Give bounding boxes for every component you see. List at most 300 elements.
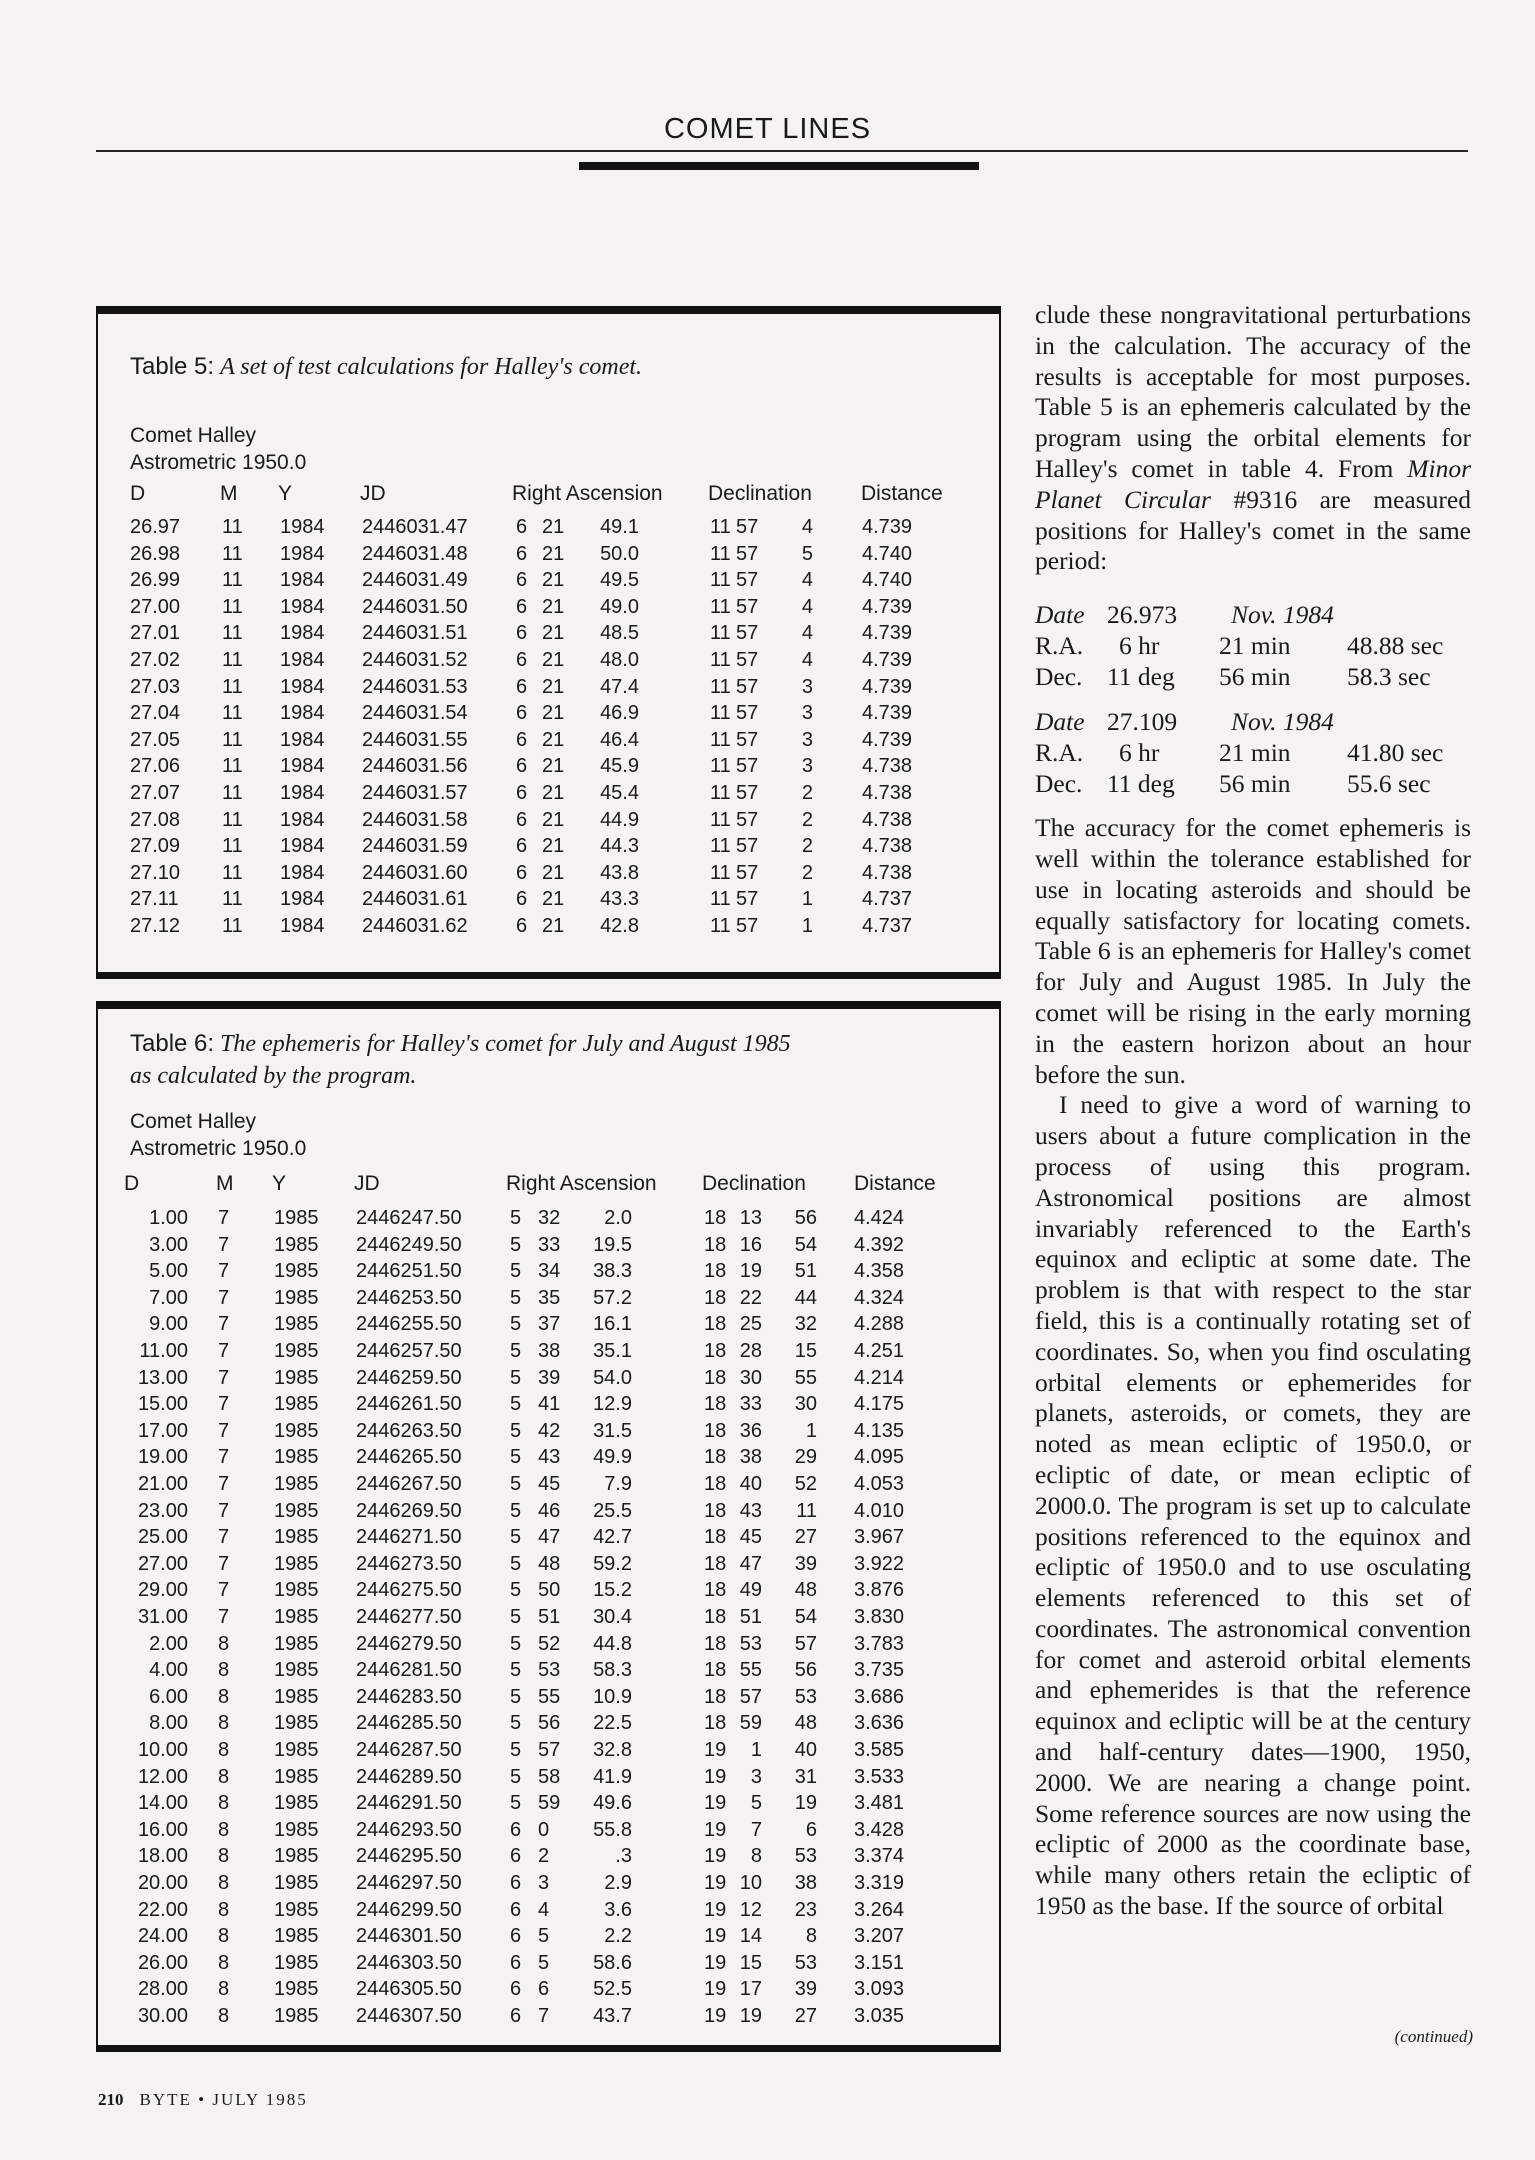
cell-ra-hours: 6 — [516, 808, 528, 831]
cell-jd: 2446031.62 — [362, 915, 468, 937]
cell-jd: 2446285.50 — [356, 1712, 462, 1735]
cell-month: 7 — [218, 1579, 230, 1602]
cell-jd: 2446031.52 — [362, 649, 468, 671]
header-jd: JD — [360, 482, 386, 505]
cell-dec-minutes: 14 — [739, 1925, 762, 1948]
article-paragraph-2: The accuracy for the comet ephemeris is well within the tolerance established for use in locating asteroids and should be equally satisfactory for locating comets. Table 6 is an ephemeris for Halley's comet for July and August 1985. In July the comet will be rising in the early morning in the eastern horizon about an hour before the sun. — [1035, 813, 1471, 1089]
cell-ra-minutes: 21 — [542, 542, 565, 565]
cell-year: 1985 — [274, 1313, 319, 1336]
cell-month: 11 — [222, 595, 243, 618]
cell-ra-seconds: 58.3 — [593, 1659, 632, 1682]
cell-distance: 4.739 — [862, 516, 913, 538]
cell-distance: 4.392 — [854, 1233, 905, 1256]
cell-year: 1984 — [280, 861, 325, 884]
cell-dec-minutes: 22 — [739, 1286, 762, 1309]
table-row — [98, 1606, 999, 1632]
cell-ra-minutes: 21 — [542, 755, 565, 778]
cell-ra-minutes: 3 — [538, 1872, 550, 1894]
cell-year: 1984 — [280, 516, 325, 538]
cell-distance: 4.737 — [862, 888, 913, 911]
page-number: 210 — [98, 2090, 124, 2109]
cell-month: 8 — [218, 1898, 230, 1921]
cell-ra-seconds: 45.9 — [600, 755, 639, 778]
cell-ra-minutes: 21 — [542, 595, 565, 618]
cell-ra-minutes: 21 — [542, 728, 565, 751]
cell-ra-seconds: 44.9 — [600, 808, 639, 831]
cell-month: 11 — [222, 835, 243, 858]
cell-ra-minutes: 57 — [538, 1739, 561, 1761]
cell-dec-seconds: 15 — [794, 1340, 817, 1362]
cell-dec-minutes: 40 — [739, 1473, 762, 1495]
cell-year: 1985 — [274, 1659, 319, 1682]
cell-ra-hours: 5 — [510, 1446, 522, 1469]
cell-month: 8 — [218, 1712, 230, 1735]
cell-dec-degrees: 19 — [704, 1898, 727, 1921]
cell-ra-hours: 5 — [510, 1233, 522, 1256]
cell-dec-seconds: 52 — [794, 1473, 817, 1495]
cell-dec-degrees: 18 — [704, 1286, 727, 1309]
cell-dec-seconds: 19 — [794, 1792, 817, 1815]
table-5-label: Table 5: — [130, 353, 215, 380]
cell-dec-seconds: 1 — [805, 1419, 817, 1442]
cell-month: 7 — [218, 1366, 230, 1389]
table-row — [98, 1845, 999, 1871]
cell-year: 1985 — [274, 1393, 319, 1416]
cell-day: 24.00 — [137, 1925, 188, 1948]
cell-month: 7 — [218, 1207, 230, 1229]
cell-jd: 2446031.54 — [362, 702, 468, 725]
cell-dec-degrees: 19 — [704, 1925, 727, 1948]
cell-ra-hours: 6 — [510, 1925, 522, 1948]
table-row — [98, 1659, 999, 1685]
table-row — [98, 1766, 999, 1792]
cell-year: 1984 — [280, 702, 325, 725]
cell-dec-seconds: 30 — [794, 1393, 817, 1416]
cell-ra-seconds: 50.0 — [600, 542, 639, 565]
cell-year: 1985 — [274, 1739, 319, 1761]
cell-jd: 2446031.58 — [362, 808, 468, 831]
observation-1 — [1035, 599, 1471, 692]
running-head: COMET LINES — [663, 113, 872, 145]
cell-year: 1985 — [274, 1526, 319, 1549]
obs1-dec-label: Dec. — [1035, 662, 1083, 692]
cell-year: 1984 — [280, 782, 325, 804]
header-dec: Declination — [702, 1172, 806, 1195]
cell-dec-seconds: 48 — [794, 1712, 817, 1735]
cell-day: 23.00 — [137, 1499, 188, 1522]
cell-dec-minutes: 33 — [739, 1393, 762, 1416]
cell-ra-hours: 6 — [516, 675, 528, 698]
obs2-ra-hours: 6 hr — [1119, 738, 1160, 768]
cell-distance: 3.967 — [854, 1526, 905, 1549]
cell-day: 6.00 — [149, 1685, 188, 1708]
cell-month: 11 — [222, 782, 243, 804]
table-row — [98, 1420, 999, 1446]
cell-month: 11 — [222, 622, 243, 645]
cell-distance: 4.738 — [862, 782, 913, 804]
cell-jd: 2446031.49 — [362, 569, 468, 592]
cell-ra-seconds: 47.4 — [600, 675, 639, 698]
table-row — [98, 1313, 999, 1339]
cell-month: 11 — [222, 516, 243, 538]
cell-dec-minutes: 47 — [739, 1552, 762, 1575]
cell-dec-degrees: 18 — [704, 1313, 727, 1336]
cell-distance: 4.251 — [854, 1340, 905, 1362]
para1-tail: #9316 are measured positions for Halley's comet in the same period: — [1035, 484, 1471, 576]
cell-dec-minutes: 15 — [739, 1951, 762, 1974]
cell-dec-seconds: 39 — [794, 1978, 817, 2001]
cell-ra-hours: 5 — [510, 1606, 522, 1628]
cell-ra-seconds: 38.3 — [593, 1260, 632, 1283]
cell-month: 8 — [218, 1845, 230, 1868]
cell-ra-seconds: 3.6 — [604, 1898, 632, 1921]
cell-ra-minutes: 53 — [538, 1659, 561, 1682]
cell-dec-degrees: 11 — [710, 649, 731, 671]
cell-dec-degrees: 18 — [704, 1393, 727, 1416]
cell-dec-minutes: 30 — [739, 1366, 762, 1389]
cell-distance: 3.585 — [854, 1739, 905, 1761]
cell-ra-hours: 6 — [510, 1818, 522, 1841]
cell-dec-degrees: 18 — [704, 1579, 727, 1602]
table-row — [98, 835, 999, 861]
cell-jd: 2446299.50 — [356, 1898, 462, 1921]
table-row — [98, 1686, 999, 1712]
header-d: D — [124, 1172, 140, 1195]
obs2-date-label: Date — [1035, 707, 1085, 737]
cell-dec-minutes: 57 — [736, 649, 759, 671]
cell-year: 1985 — [274, 1233, 319, 1256]
cell-ra-hours: 5 — [510, 1286, 522, 1309]
cell-ra-seconds: 52.5 — [593, 1978, 632, 2001]
obs2-dec-label: Dec. — [1035, 769, 1083, 799]
cell-ra-seconds: 59.2 — [593, 1552, 632, 1575]
cell-ra-seconds: 15.2 — [593, 1579, 632, 1602]
cell-year: 1985 — [274, 1765, 319, 1788]
magazine-issue: BYTE • JULY 1985 — [139, 2090, 308, 2109]
cell-ra-hours: 5 — [510, 1739, 522, 1761]
cell-ra-minutes: 35 — [538, 1286, 561, 1309]
cell-ra-minutes: 59 — [538, 1792, 561, 1815]
continued-note: (continued) — [1394, 2027, 1473, 2046]
cell-distance: 4.739 — [862, 622, 913, 645]
cell-jd: 2446031.59 — [362, 835, 468, 858]
cell-year: 1985 — [274, 1951, 319, 1974]
cell-ra-hours: 6 — [516, 702, 528, 725]
cell-dec-seconds: 2 — [801, 808, 813, 831]
cell-ra-seconds: 10.9 — [593, 1685, 632, 1708]
table-row — [98, 1633, 999, 1659]
cell-distance: 3.319 — [854, 1872, 905, 1894]
cell-distance: 4.288 — [854, 1313, 905, 1336]
cell-day: 27.00 — [137, 1552, 188, 1575]
cell-year: 1985 — [274, 1792, 319, 1815]
cell-dec-minutes: 13 — [739, 1207, 762, 1229]
table-row — [98, 1260, 999, 1286]
obs1-ra-label: R.A. — [1035, 631, 1084, 661]
cell-jd: 2446281.50 — [356, 1659, 462, 1682]
cell-month: 11 — [222, 728, 243, 751]
cell-ra-minutes: 21 — [542, 835, 565, 858]
table-5-caption — [130, 351, 959, 383]
cell-day: 27.01 — [130, 622, 181, 645]
cell-jd: 2446031.61 — [362, 888, 468, 911]
cell-ra-minutes: 21 — [542, 569, 565, 592]
cell-ra-seconds: 49.1 — [600, 516, 639, 538]
cell-ra-minutes: 21 — [542, 622, 565, 645]
cell-ra-minutes: 34 — [538, 1260, 561, 1283]
cell-dec-minutes: 57 — [736, 622, 759, 645]
cell-dec-degrees: 18 — [704, 1419, 727, 1442]
cell-dec-seconds: 53 — [794, 1951, 817, 1974]
cell-day: 26.99 — [130, 569, 181, 592]
cell-ra-minutes: 0 — [538, 1818, 550, 1841]
cell-jd: 2446289.50 — [356, 1765, 462, 1788]
cell-jd: 2446275.50 — [356, 1579, 462, 1602]
cell-dec-seconds: 40 — [794, 1739, 817, 1761]
table-row — [98, 1446, 999, 1472]
cell-month: 8 — [218, 1792, 230, 1815]
cell-day: 12.00 — [137, 1765, 188, 1788]
cell-ra-seconds: 43.7 — [593, 2005, 632, 2027]
cell-jd: 2446261.50 — [356, 1393, 462, 1416]
table-row — [98, 915, 999, 941]
cell-day: 18.00 — [137, 1845, 188, 1868]
cell-jd: 2446251.50 — [356, 1260, 462, 1283]
cell-distance: 4.010 — [854, 1499, 905, 1522]
cell-distance: 4.738 — [862, 755, 913, 778]
cell-ra-hours: 6 — [510, 2005, 522, 2027]
cell-dec-seconds: 56 — [794, 1659, 817, 1682]
cell-jd: 2446031.50 — [362, 595, 468, 618]
cell-ra-hours: 6 — [510, 1872, 522, 1894]
cell-ra-seconds: 43.3 — [600, 888, 639, 911]
cell-ra-minutes: 45 — [538, 1473, 561, 1495]
cell-distance: 4.095 — [854, 1446, 905, 1469]
cell-ra-seconds: 49.9 — [593, 1446, 632, 1469]
cell-dec-seconds: 3 — [801, 728, 813, 751]
cell-ra-seconds: 48.5 — [600, 622, 639, 645]
table-row — [98, 888, 999, 914]
cell-ra-minutes: 58 — [538, 1765, 561, 1788]
cell-dec-minutes: 57 — [736, 516, 759, 538]
cell-dec-degrees: 18 — [704, 1685, 727, 1708]
cell-month: 7 — [218, 1340, 230, 1362]
table-row — [98, 1500, 999, 1526]
cell-day: 8.00 — [149, 1712, 188, 1735]
cell-day: 27.12 — [130, 915, 181, 937]
cell-distance: 3.876 — [854, 1579, 905, 1602]
cell-day: 26.98 — [130, 542, 181, 565]
cell-month: 11 — [222, 542, 243, 565]
cell-dec-seconds: 2 — [801, 861, 813, 884]
cell-ra-hours: 5 — [510, 1473, 522, 1495]
cell-dec-degrees: 18 — [704, 1207, 727, 1229]
cell-dec-minutes: 57 — [736, 542, 759, 565]
cell-year: 1985 — [274, 1286, 319, 1309]
cell-dec-minutes: 12 — [739, 1898, 762, 1921]
cell-dec-seconds: 31 — [794, 1765, 817, 1788]
table-row — [98, 1579, 999, 1605]
obs1-ra-minutes: 21 min — [1219, 631, 1291, 661]
cell-dec-minutes: 57 — [736, 835, 759, 858]
cell-ra-minutes: 21 — [542, 516, 565, 538]
cell-month: 11 — [222, 915, 243, 937]
table-row — [98, 569, 999, 595]
cell-month: 8 — [218, 1925, 230, 1948]
cell-ra-minutes: 21 — [542, 782, 565, 804]
cell-jd: 2446301.50 — [356, 1925, 462, 1948]
cell-dec-seconds: 55 — [794, 1366, 817, 1389]
article-paragraph-1 — [1035, 300, 1471, 577]
cell-dec-minutes: 28 — [739, 1340, 762, 1362]
cell-dec-degrees: 11 — [710, 702, 731, 725]
cell-month: 8 — [218, 1632, 230, 1655]
obs2-ra-minutes: 21 min — [1219, 738, 1291, 768]
table-row — [98, 782, 999, 808]
cell-day: 10.00 — [137, 1739, 188, 1761]
cell-jd: 2446247.50 — [356, 1207, 462, 1229]
cell-year: 1984 — [280, 595, 325, 618]
cell-distance: 4.358 — [854, 1260, 905, 1283]
table-row — [98, 1526, 999, 1552]
header-ra: Right Ascension — [512, 482, 663, 505]
cell-dec-seconds: 27 — [794, 1526, 817, 1549]
cell-dec-minutes: 19 — [739, 2005, 762, 2027]
cell-dec-minutes: 16 — [739, 1233, 762, 1256]
cell-jd: 2446297.50 — [356, 1872, 462, 1894]
cell-dec-seconds: 39 — [794, 1552, 817, 1575]
cell-day: 29.00 — [137, 1579, 188, 1602]
cell-month: 11 — [222, 702, 243, 725]
cell-month: 7 — [218, 1419, 230, 1442]
cell-ra-seconds: 46.4 — [600, 728, 639, 751]
cell-dec-degrees: 18 — [704, 1659, 727, 1682]
cell-ra-minutes: 21 — [542, 649, 565, 671]
cell-dec-degrees: 11 — [710, 622, 731, 645]
cell-year: 1984 — [280, 569, 325, 592]
cell-distance: 4.738 — [862, 861, 913, 884]
cell-ra-hours: 5 — [510, 1579, 522, 1602]
cell-day: 30.00 — [137, 2005, 188, 2027]
cell-ra-seconds: 49.0 — [600, 595, 639, 618]
cell-year: 1985 — [274, 1579, 319, 1602]
cell-ra-minutes: 47 — [538, 1526, 561, 1549]
cell-jd: 2446307.50 — [356, 2005, 462, 2027]
table-row — [98, 596, 999, 622]
cell-dec-seconds: 38 — [794, 1872, 817, 1894]
header-y: Y — [278, 482, 293, 505]
table-row — [98, 1819, 999, 1845]
cell-ra-seconds: 31.5 — [593, 1419, 632, 1442]
cell-month: 11 — [222, 888, 243, 911]
cell-ra-hours: 6 — [516, 649, 528, 671]
cell-dec-degrees: 18 — [704, 1340, 727, 1362]
header-jd: JD — [354, 1172, 380, 1195]
cell-ra-seconds: 41.9 — [593, 1765, 632, 1788]
cell-distance: 4.740 — [862, 569, 913, 592]
cell-jd: 2446031.60 — [362, 861, 468, 884]
cell-jd: 2446255.50 — [356, 1313, 462, 1336]
cell-day: 11.00 — [139, 1340, 188, 1362]
cell-jd: 2446277.50 — [356, 1606, 462, 1628]
cell-ra-hours: 6 — [516, 569, 528, 592]
obs2-ra-label: R.A. — [1035, 738, 1084, 768]
cell-month: 8 — [218, 1739, 230, 1761]
cell-year: 1985 — [274, 1552, 319, 1575]
cell-day: 13.00 — [137, 1366, 188, 1389]
cell-dec-minutes: 59 — [739, 1712, 762, 1735]
cell-ra-minutes: 48 — [538, 1552, 561, 1575]
cell-ra-seconds: 58.6 — [593, 1951, 632, 1974]
cell-day: 25.00 — [137, 1526, 188, 1549]
cell-ra-hours: 5 — [510, 1712, 522, 1735]
cell-dec-minutes: 57 — [736, 755, 759, 778]
cell-ra-seconds: 25.5 — [593, 1499, 632, 1522]
cell-dec-seconds: 48 — [794, 1579, 817, 1602]
cell-dec-seconds: 8 — [805, 1925, 817, 1948]
cell-dec-seconds: 32 — [794, 1313, 817, 1336]
cell-ra-seconds: 44.3 — [600, 835, 639, 858]
cell-jd: 2446031.47 — [362, 516, 468, 538]
cell-year: 1985 — [274, 1845, 319, 1868]
cell-dec-seconds: 23 — [794, 1898, 817, 1921]
cell-ra-seconds: 43.8 — [600, 861, 639, 884]
cell-ra-minutes: 46 — [538, 1499, 561, 1522]
cell-ra-minutes: 21 — [542, 675, 565, 698]
cell-year: 1984 — [280, 675, 325, 698]
cell-dec-degrees: 19 — [704, 1872, 727, 1894]
table-row — [98, 809, 999, 835]
cell-ra-seconds: 42.7 — [593, 1526, 632, 1549]
cell-year: 1984 — [280, 728, 325, 751]
cell-dec-degrees: 11 — [710, 888, 731, 911]
cell-dec-seconds: 53 — [794, 1685, 817, 1708]
cell-day: 27.06 — [130, 755, 181, 778]
cell-dec-degrees: 11 — [710, 595, 731, 618]
cell-dec-degrees: 18 — [704, 1473, 727, 1495]
cell-jd: 2446287.50 — [356, 1739, 462, 1761]
cell-ra-seconds: 57.2 — [593, 1286, 632, 1309]
cell-ra-hours: 5 — [510, 1366, 522, 1389]
table-6-caption-line1: The ephemeris for Halley's comet for July and August 1985 — [220, 1031, 791, 1057]
cell-month: 8 — [218, 1951, 230, 1974]
cell-ra-seconds: 54.0 — [593, 1366, 632, 1389]
cell-jd: 2446273.50 — [356, 1552, 462, 1575]
cell-ra-hours: 6 — [516, 861, 528, 884]
article-column — [1035, 300, 1471, 1922]
cell-distance: 4.739 — [862, 728, 913, 751]
cell-dec-seconds: 54 — [794, 1233, 817, 1256]
table-row — [98, 543, 999, 569]
obs1-date-value: 26.973 — [1107, 600, 1178, 630]
cell-year: 1984 — [280, 835, 325, 858]
cell-ra-seconds: 7.9 — [604, 1473, 632, 1495]
cell-ra-minutes: 5 — [538, 1951, 550, 1974]
cell-distance: 3.922 — [854, 1552, 905, 1575]
cell-year: 1985 — [274, 1872, 319, 1894]
cell-ra-hours: 6 — [510, 1978, 522, 2001]
cell-ra-minutes: 43 — [538, 1446, 561, 1469]
table-row — [98, 1712, 999, 1738]
cell-month: 8 — [218, 1659, 230, 1682]
cell-dec-degrees: 19 — [704, 1739, 727, 1761]
cell-ra-seconds: .3 — [615, 1845, 632, 1868]
cell-distance: 4.739 — [862, 595, 913, 618]
cell-year: 1985 — [274, 1446, 319, 1469]
cell-distance: 3.207 — [854, 1925, 905, 1948]
cell-day: 19.00 — [137, 1446, 188, 1469]
cell-day: 7.00 — [149, 1286, 188, 1309]
